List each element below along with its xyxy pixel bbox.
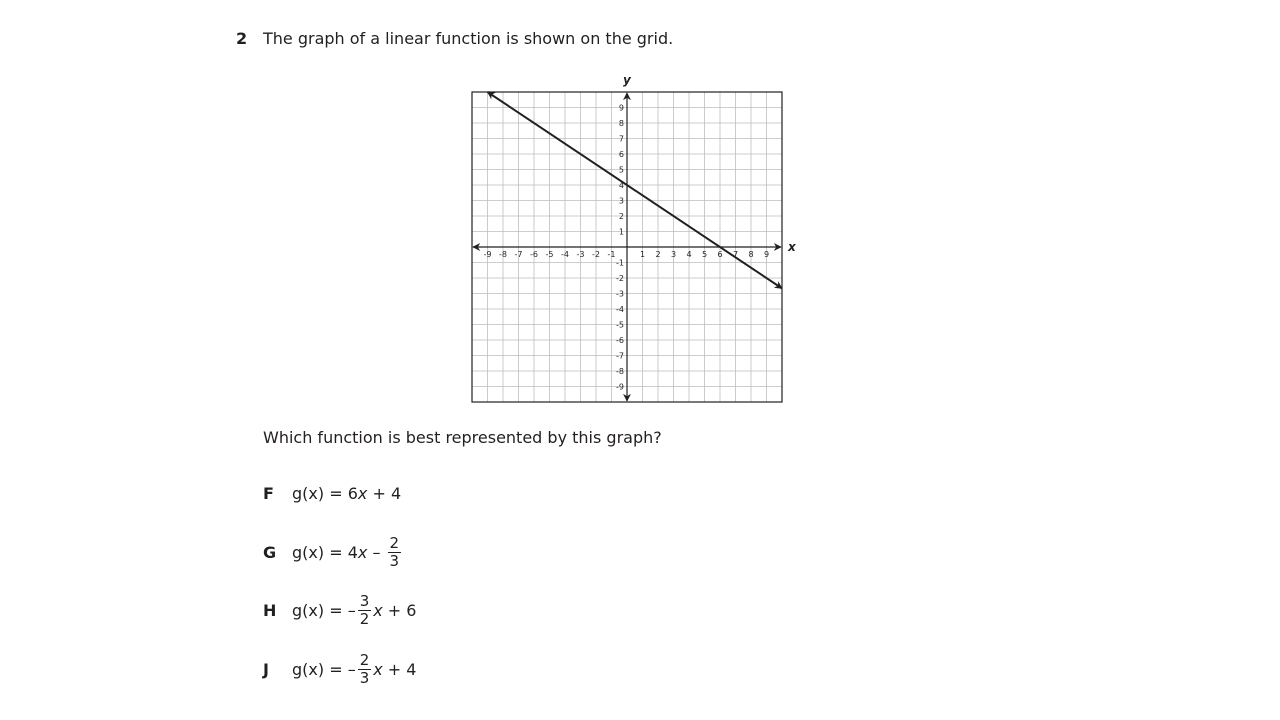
y-tick-label: -8 <box>616 367 624 376</box>
y-tick-label: -9 <box>616 382 624 392</box>
x-tick-label: 5 <box>701 250 708 259</box>
choice-letter: H <box>263 600 277 620</box>
x-tick-label: 4 <box>686 250 692 259</box>
expr-coefficient: 6 <box>347 483 358 503</box>
fraction-numerator: 2 <box>389 533 400 552</box>
x-tick-label: 9 <box>763 250 770 259</box>
expr-lhs: g(x) = <box>292 659 343 679</box>
y-tick-label: -1 <box>616 258 624 268</box>
fraction <box>388 535 402 570</box>
fraction <box>358 652 372 687</box>
coordinate-grid-graph <box>460 70 805 415</box>
y-tick-label: 1 <box>618 227 624 237</box>
x-tick-label: 2 <box>655 250 661 259</box>
x-tick-label: -9 <box>483 250 492 259</box>
y-tick-label: -6 <box>616 336 624 345</box>
question-stem: The graph of a linear function is shown on the grid. <box>263 29 674 48</box>
expr-coefficient: 4 <box>347 542 358 562</box>
x-tick-label: 7 <box>732 250 739 259</box>
y-tick-label: 6 <box>618 150 624 159</box>
x-tick-label: -4 <box>561 250 569 259</box>
x-tick-label: 6 <box>717 250 723 259</box>
x-tick-label: -1 <box>607 250 616 259</box>
x-tick-label: 3 <box>670 250 677 259</box>
y-tick-label: 5 <box>618 165 624 175</box>
question-prompt: Which function is best represented by this graph? <box>263 428 662 447</box>
expr-sign: – <box>347 659 356 679</box>
y-tick-label: 9 <box>618 103 624 113</box>
question-number: 2 <box>236 29 248 48</box>
x-tick-label: -5 <box>545 250 554 259</box>
y-tick-label: 2 <box>618 212 624 221</box>
fraction <box>358 593 372 628</box>
expr-constant: + 6 <box>382 600 417 620</box>
expr-variable: x <box>373 600 383 620</box>
y-tick-label: -4 <box>616 305 624 314</box>
fraction-numerator: 2 <box>359 650 370 669</box>
answer-choice-j[interactable] <box>263 649 416 689</box>
y-tick-label: -2 <box>616 274 624 283</box>
choice-expression <box>292 535 403 570</box>
x-tick-label: -2 <box>592 250 600 259</box>
y-tick-label: 8 <box>618 119 624 128</box>
answer-choice-g[interactable] <box>263 532 403 572</box>
x-tick-label: 8 <box>748 250 754 259</box>
expr-variable: x <box>357 483 368 503</box>
expr-variable: x <box>357 542 368 562</box>
y-tick-label: 3 <box>618 196 624 206</box>
expr-lhs: g(x) = <box>292 542 343 562</box>
choice-expression <box>292 593 416 628</box>
answer-choice-h[interactable] <box>263 590 416 630</box>
x-tick-label: -3 <box>576 250 585 259</box>
choice-expression <box>292 484 401 503</box>
choice-letter: J <box>263 659 269 679</box>
y-tick-label: -3 <box>616 289 624 299</box>
expr-variable: x <box>373 659 383 679</box>
expr-lhs: g(x) = <box>292 483 343 503</box>
expr-operator: – <box>367 542 386 562</box>
answer-choice-f[interactable] <box>263 473 401 513</box>
x-tick-label: -8 <box>499 250 507 259</box>
expr-constant: + 4 <box>382 659 417 679</box>
choice-expression <box>292 652 416 687</box>
y-tick-label: 4 <box>618 181 624 190</box>
x-tick-label: 1 <box>639 250 646 259</box>
x-tick-label: -6 <box>530 250 538 259</box>
choice-letter: F <box>263 483 274 503</box>
expr-constant: + 4 <box>367 483 402 503</box>
fraction-denominator: 2 <box>359 609 370 628</box>
y-tick-label: 7 <box>618 134 624 144</box>
fraction-numerator: 3 <box>359 591 370 610</box>
expr-sign: – <box>347 600 356 620</box>
x-tick-label: -7 <box>514 250 523 259</box>
x-axis-label: x <box>788 240 796 254</box>
expr-lhs: g(x) = <box>292 600 343 620</box>
y-tick-label: -5 <box>616 320 624 330</box>
fraction-denominator: 3 <box>359 668 370 687</box>
y-tick-label: -7 <box>616 351 624 361</box>
y-axis-label: y <box>623 73 631 87</box>
choice-letter: G <box>263 542 277 562</box>
fraction-denominator: 3 <box>389 551 400 570</box>
